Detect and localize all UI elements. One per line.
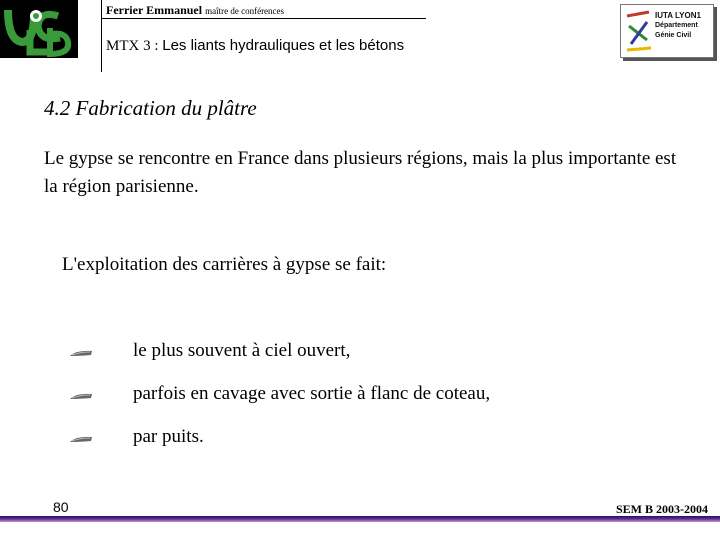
slide-title: 4.2 Fabrication du plâtre bbox=[44, 96, 257, 120]
iuta-logo-line3: Génie Civil bbox=[655, 32, 692, 39]
iuta-logo-line1: IUTA LYON1 bbox=[655, 11, 701, 20]
bullet-text: le plus souvent à ciel ouvert, bbox=[133, 340, 351, 361]
ucbl-logo-graphic bbox=[0, 0, 78, 58]
ucbl-logo bbox=[0, 0, 78, 58]
page-number: 80 bbox=[53, 499, 69, 515]
footer-bar bbox=[0, 516, 720, 522]
bullet-item bbox=[0, 426, 720, 456]
bullet-text: parfois en cavage avec sortie à flanc de coteau, bbox=[133, 383, 491, 404]
header-vertical-rule bbox=[101, 0, 102, 72]
iuta-logo-line2: Département bbox=[655, 22, 698, 29]
pencil-bullet-icon bbox=[68, 432, 94, 446]
course-code: MTX 3 : bbox=[106, 38, 159, 54]
pencil-bullet-icon bbox=[68, 346, 94, 360]
course-title: Les liants hydrauliques et les bétons bbox=[162, 37, 405, 54]
slide-paragraph: Le gypse se rencontre en France dans plusieurs régions, mais la plus importante est la région parisienne. bbox=[44, 148, 677, 197]
slide-intro: L'exploitation des carrières à gypse se fait: bbox=[62, 254, 387, 275]
bullet-text: par puits. bbox=[133, 426, 204, 447]
header-top-rule bbox=[101, 18, 426, 19]
pencil-bullet-icon bbox=[68, 389, 94, 403]
header-course bbox=[106, 37, 404, 55]
bullet-item bbox=[0, 340, 720, 370]
iuta-logo-graphic bbox=[623, 6, 655, 56]
author-name: Ferrier Emmanuel bbox=[106, 3, 203, 17]
author-role: maître de conférences bbox=[205, 6, 285, 16]
header-author bbox=[106, 3, 284, 18]
footer-session: SEM B 2003-2004 bbox=[615, 502, 708, 516]
iuta-logo bbox=[620, 4, 714, 58]
iuta-logo-text bbox=[655, 11, 701, 41]
bullet-item bbox=[0, 383, 720, 413]
